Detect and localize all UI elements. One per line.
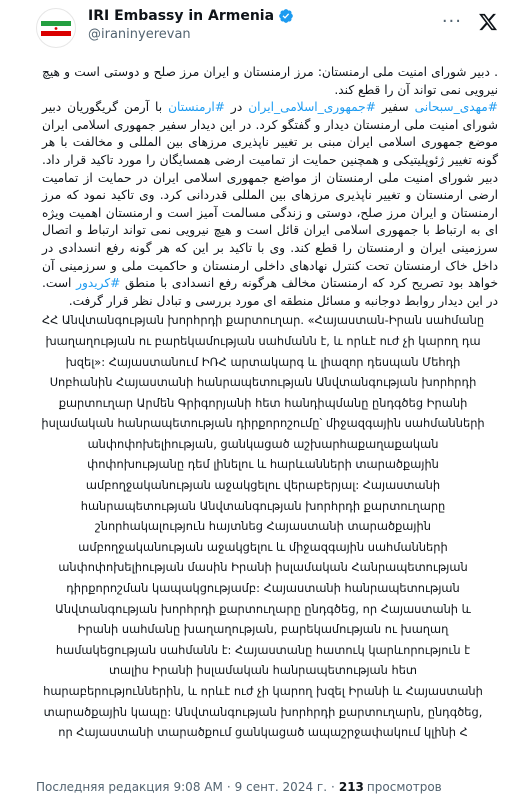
views-label: просмотров — [366, 780, 442, 794]
author-name[interactable]: IRI Embassy in Armenia — [88, 8, 275, 24]
views-count: 213 — [338, 780, 364, 794]
flag-stripe-green — [41, 21, 71, 26]
hashtag-link[interactable]: #مهدی_سبحانی — [414, 100, 498, 115]
persian-paragraph-1: . دبیر شورای امنیت ملی ارمنستان: مرز ارمنستان و ایران مرز صلح و دوستی است و هیچ نیرویی نمی تواند آن را قطع کند. — [42, 65, 498, 97]
hashtag-link[interactable]: #کریدور — [76, 276, 121, 291]
x-logo-icon[interactable] — [478, 12, 498, 32]
hashtag-link[interactable]: #جمهوری_اسلامی_ایران — [248, 100, 376, 115]
text-span: است. در این دیدار روابط دوجانبه و مسائل منطقه ای مورد بررسی و تبادل نظر قرار گرفت. — [42, 276, 498, 308]
verified-badge-icon — [278, 8, 294, 24]
avatar[interactable] — [36, 8, 76, 48]
hashtag-link[interactable]: #ارمنستان — [168, 100, 225, 115]
tweet-header — [14, 0, 508, 62]
post-time[interactable]: 9:08 AM — [173, 780, 223, 794]
post-date[interactable]: 9 сент. 2024 г. — [234, 780, 328, 794]
persian-paragraph-2 — [42, 99, 498, 310]
more-options-icon[interactable]: ··· — [441, 11, 462, 32]
meta-separator: · — [226, 780, 231, 794]
flag-emblem — [55, 27, 58, 30]
text-span: با آرمن گریگوریان دبیر شورای امنیت ملی ارمنستان دیدار و گفتگو کرد. در این دیدار سفیر جمهوری اسلامی ایران موضع جمهوری اسلامی ایران مبنی بر تغییر ناپذیری مرزهای بین المللی و مخالفت با هر گونه تغییر ژئوپلیتیکی و همچنین حمایت از تمامیت ارضی همسایگان را مورد تاکید قرار داد. دبیر شورای امنیت ملی ارمنستان از مواضع جمهوری اسلامی ایران در حمایت از تمامیت ارضی ارمنستان و تغییر ناپذیری مرزهای بین المللی قدردانی کرد. وی تاکید نمود که مرز ارمنستان و ایران مرز صلح، دوستی و زندگی مسالمت آمیز است و ارمنستان اهمیت ویژه ای به ارتباط با جمهوری اسلامی ایران قائل است و هیچ نیرویی نمی تواند ارتباط و اتصال سرزمینی ایران و ارمنستان را قطع کند. وی با تاکید بر این که هر گونه رفع انسدادی در داخل خاک ارمنستان تحت کنترل نهادهای داخلی ارمنستان و حاکمیت ملی و سرزمینی آن خواهد بود تصریح کرد که ارمنستان مخالف هرگونه رفع انسدادی با منطق — [42, 100, 498, 291]
meta-separator: · — [331, 780, 335, 794]
armenian-paragraph: ՀՀ Անվտանգության խորհրդի քարտուղար. «Հայաստան-Իրան սահմանը խաղաղության ու բարեկամության սահմանն է, և որևէ ուժ չի կարող դա խզել»: Հայաստանում ԻՌՀ արտակարգ և լիազոր դեսպան Մեհդի Սոբհանին Հայաստանի հանրապետության Անվտանգության խորհրդի քարտուղար Արմեն Գրիգորյանի հետ հանդիպմանը ընդգծեց Իրանի իսլամական հանրապետության դիրքորոշումը՝ միջազգային սահմանների անփոփոխելիության, ցանկացած աշխարհաքաղաքական փոփոխությանը դեմ լինելու և հարևանների տարածքային ամբողջականության աջակցելու վերաբերյալ: Հայաստանի հանրապետության Անվտանգության խորհրդի քարտուղարը շնորհակալություն հայտնեց Հայաստանի տարածքային ամբողջականության աջակցելու և միջազգային սահմանների անփոփոխելիության մասին Իրանի իսլամական Հանրապետության դիրքորոշման կապակցությամբ: Հայաստանի հանրապետության Անվտանգության խորհրդի քարտուղարը ընդգծեց, որ Հայաստանի և Իրանի սահմանը խաղաղության, բարեկամության ու խաղաղ համակեցության սահմանն է: Հայաստանը հատուկ կարևորություն է տալիս Իրանի իսլամական հանրապետության հետ հարաբերություններին, և որևէ ուժ չի կարող խզել Իրանի և Հայաստանի տարածքային կապը: Անվտանգության խորհրդի քարտուղարն, ընդգծեց, որ Հայաստանի տարածքում ցանկացած ապաշրջափակում կլինի Հ — [41, 313, 485, 740]
tweet-text-armenian — [14, 310, 508, 742]
edit-label[interactable]: Последняя редакция — [36, 780, 170, 794]
text-span: در — [224, 100, 249, 115]
author-handle[interactable]: @iraninyerevan — [88, 27, 191, 42]
tweet-text-persian — [14, 64, 508, 310]
flag-stripe-red — [41, 31, 71, 36]
author-block — [88, 8, 294, 42]
text-span: سفیر — [375, 100, 415, 115]
author-name-row — [88, 8, 294, 24]
tweet-meta — [36, 780, 442, 794]
iran-flag-icon — [37, 9, 75, 47]
header-actions — [442, 12, 498, 32]
